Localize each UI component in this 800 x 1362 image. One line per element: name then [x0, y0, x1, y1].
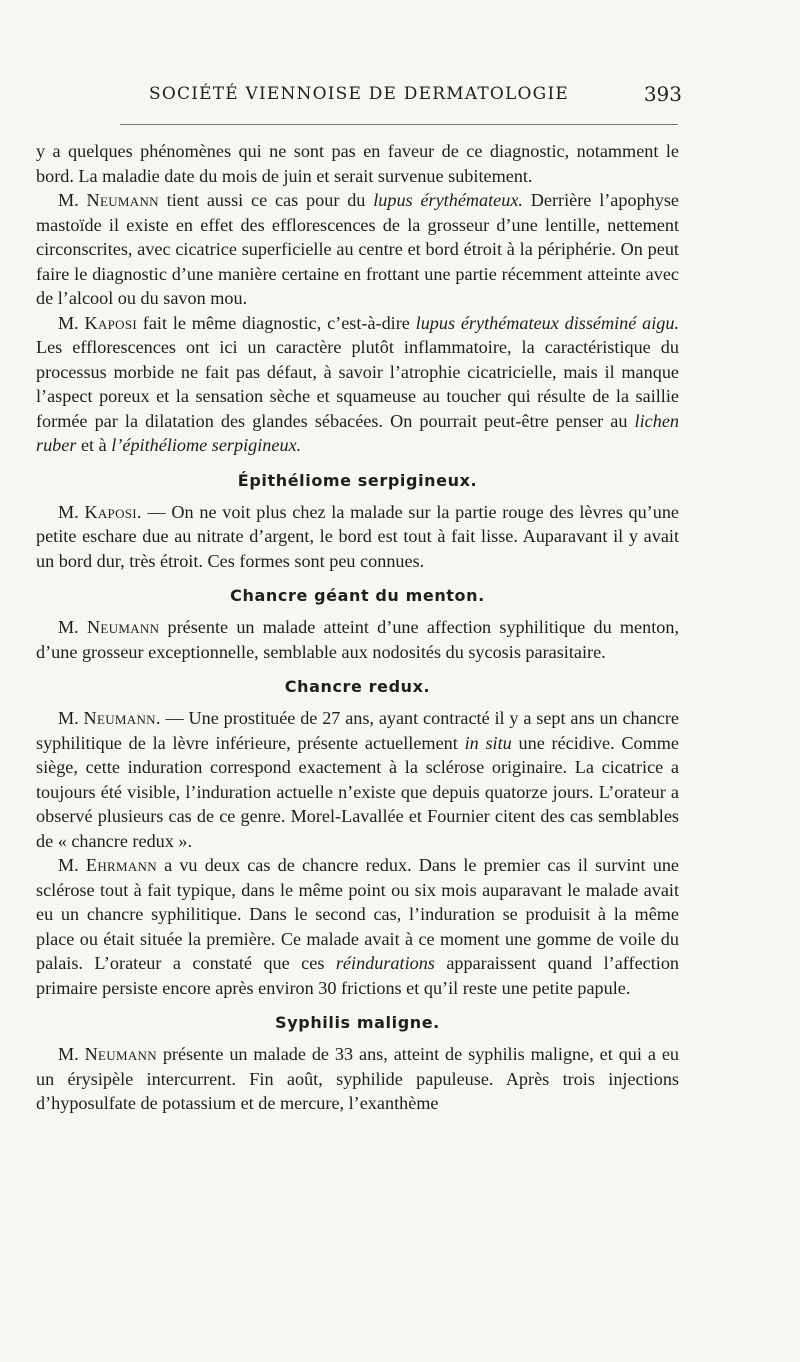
italic-term: réindurations [335, 953, 435, 973]
running-head-title: SOCIÉTÉ VIENNOISE DE DERMATOLOGIE [149, 84, 569, 104]
italic-term: lichen ruber [36, 410, 679, 455]
italic-term: in situ [464, 732, 512, 753]
paragraph-neumann-chancre-geant: M. Neumann présente un malade atteint d’une affection syphilitique du menton, d’une grosseur exceptionnelle, semblable aux nodosités du sycosis parasitaire. [36, 617, 680, 662]
section-heading-chancre-redux: Chancre redux. [284, 677, 431, 696]
section-heading-syphilis-maligne: Syphilis maligne. [275, 1013, 440, 1032]
speaker-name: Ehrmann [85, 855, 157, 875]
paragraph-neumann-syphilis: M. Neumann présente un malade de 33 ans, atteint de syphilis maligne, et qui a eu un érysipèle intercurrent. Fin août, syphilide papuleuse. Après trois injections d’hyposulfate de potassium et de mercure, l’exanthème [36, 1044, 679, 1113]
italic-term: l’épithéliome serpigineux. [111, 435, 302, 455]
speaker-name: Kaposi. [84, 501, 142, 522]
section-heading-epitheliome: Épithéliome serpigineux. [237, 470, 478, 490]
speaker-name: Kaposi [84, 312, 138, 333]
running-head [36, 84, 682, 112]
section-heading-chancre-geant: Chancre géant du menton. [230, 586, 485, 605]
paragraph-kaposi-lupus: M. Kaposi fait le même diagnostic, c’est-à-dire lupus érythémateux disséminé aigu. Les efflorescences ont ici un caractère plutôt inflammatoire, la caractéristique du processus morbide ne fait pas défaut, à savoir l’atrophie cicatricielle, mais il manque l’aspect poreux et la sensation sèche et squameuse au toucher qui résulte de la saillie formée par la dilatation des glandes sébacées. On pourrait peut-être penser au lichen ruber et à l’épithéliome serpigineux. [36, 312, 680, 455]
speaker-name: Neumann [84, 1044, 157, 1064]
speaker-name: Neumann [86, 190, 159, 210]
page-number: 393 [643, 82, 682, 106]
paragraph-ehrmann: M. Ehrmann a vu deux cas de chancre redux. Dans le premier cas il survint une sclérose tout à fait typique, dans le même point ou six mois auparavant le malade avait eu un chancre syphilitique. Dans le second cas, l’induration se produisit à la même place ou était située la première. Ce malade avait à ce moment une gomme de voile du palais. L’orateur a constaté que ces réindurations apparaissent quand l’affection primaire persiste encore après environ 30 frictions et qu’il reste une petite papule. [36, 855, 680, 998]
paragraph-neumann-chancre-redux: M. Neumann. — Une prostituée de 27 ans, ayant contracté il y a sept ans un chancre syphilitique de la lèvre inférieure, présente actuellement in situ une récidive. Comme siège, cette induration correspond exactement à la sclérose originaire. La cicatrice a toujours été visible, l’induration actuelle n’existe que depuis quatorze jours. L’orateur a observé plusieurs cas de ce genre. Morel-Lavallée et Fournier citent des cas semblables de « chancre redux ». [36, 708, 679, 851]
paragraph-kaposi-epitheliome: M. Kaposi. — On ne voit plus chez la malade sur la partie rouge des lèvres qu’une petite eschare due au nitrate d’argent, le bord est tout à fait lisse. Auparavant il y avait un bord dur, très étroit. Ces formes sont peu connues. [36, 501, 680, 571]
italic-term: lupus érythémateux disséminé aigu. [415, 312, 680, 333]
speaker-name: Neumann. [83, 708, 161, 728]
paragraph-continuation: y a quelques phénomènes qui ne sont pas en faveur de ce diagnostic, notamment le bord. La maladie date du mois de juin et serait survenue subitement. [36, 141, 679, 186]
header-rule [120, 124, 678, 125]
speaker-name: Neumann [86, 617, 160, 637]
paragraph-neumann-lupus: M. Neumann tient aussi ce cas pour du lupus érythémateux. Derrière l’apophyse mastoïde il existe en effet des efflorescences de la grosseur d’une lentille, nettement circonscrites, avec cicatrice superficielle au centre et bord étroit à la périphérie. On peut faire le diagnostic d’une manière certaine en frottant une partie récemment atteinte avec de l’alcool ou du savon mou. [36, 190, 679, 308]
italic-term: lupus érythémateux. [373, 190, 523, 210]
body-text [36, 139, 679, 1116]
